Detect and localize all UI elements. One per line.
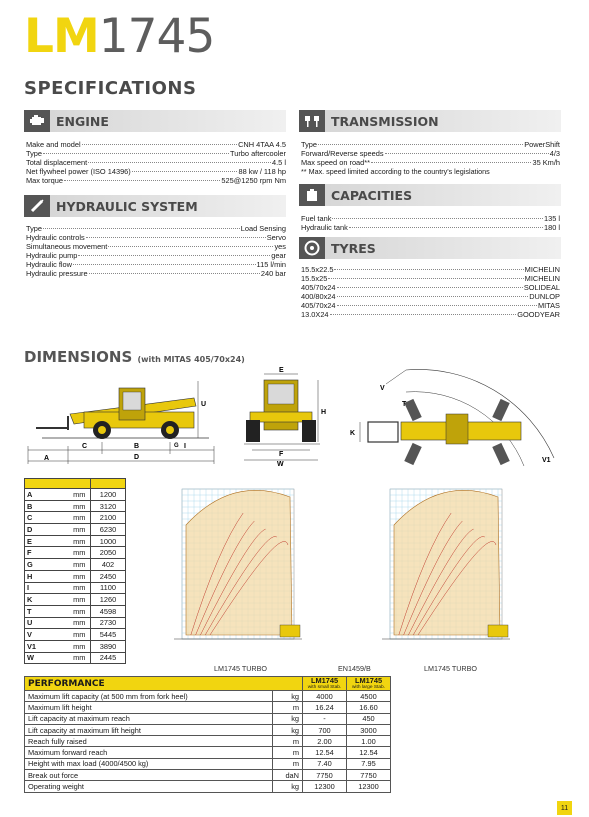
engine-row: Type Turbo aftercooler [26,149,286,159]
capacities-row: Fuel tank 135 l [301,214,560,223]
gearbox-icon [299,110,325,132]
table-row: C mm 2100 [25,512,126,524]
dim-label-v1: V1 [542,457,551,464]
dim-label-i: I [184,443,186,450]
dim-label-d: D [134,454,140,461]
front-view-diagram [234,366,328,466]
table-row: E mm 1000 [25,535,126,547]
chart-caption-left: LM1745 TURBO [214,664,267,673]
table-row: Reach fully raised m 2.00 1.00 [25,736,391,747]
dimensions-table-header [25,479,126,489]
engine-row: Total displacement 4.5 l [26,158,286,168]
hydraulic-cylinder-icon [24,195,50,217]
transmission-row: Type PowerShift [301,140,560,149]
table-row: W mm 2445 [25,652,126,664]
engine-row: Max torque 525@1250 rpm Nm [26,176,286,186]
transmission-row: Max speed on road** 35 Km/h [301,158,560,168]
table-row: Lift capacity at maximum reach kg - 450 [25,713,391,724]
transmission-rows [301,140,560,176]
transmission-row: Forward/Reverse speeds 4/3 [301,149,560,159]
dim-label-h: H [321,409,327,416]
performance-table [24,676,391,793]
dimensions-subtitle: (with MITAS 405/70x24) [137,355,245,364]
dim-label-a: A [44,455,50,462]
page-title [24,10,214,64]
col-large-stab: LM1745 with large Stab. [347,677,391,691]
machine-silhouette [488,625,508,637]
table-row: Operating weight kg 12300 12300 [25,781,391,792]
tyres-section-header [299,237,561,259]
hydraulic-row: Hydraulic pressure 240 bar [26,269,286,279]
dim-label-b: B [134,443,140,450]
speed-note: ** Max. speed limited according to the country's legislations [301,167,490,177]
dim-label-g: G [174,443,179,449]
tyres-row: 405/70x24 SOLIDEAL [301,283,560,293]
engine-section-header [24,110,286,132]
table-row: U mm 2730 [25,617,126,629]
tyres-row: 13.0X24 GOODYEAR [301,310,560,320]
tyres-row: 400/80x24 DUNLOP [301,292,560,302]
tyres-row: 15.5x22.5 MICHELIN [301,265,560,274]
machine-silhouette [280,625,300,637]
hydraulic-title: HYDRAULIC SYSTEM [56,198,198,214]
dim-label-w: W [277,461,284,466]
model-prefix: LM [24,9,99,64]
table-row: G mm 402 [25,559,126,571]
dim-label-f: F [279,451,284,458]
capacities-rows [301,214,560,232]
col-small-stab: LM1745 with small Stab. [303,677,347,691]
hydraulic-row: Type Load Sensing [26,224,286,233]
dim-label-u: U [201,401,207,408]
capacities-section-header [299,184,561,206]
tyres-rows [301,265,560,320]
performance-title: PERFORMANCE [25,677,303,691]
dim-label-t: T [402,401,407,408]
hydraulic-row: Hydraulic pump gear [26,251,286,261]
table-row: D mm 6230 [25,524,126,536]
load-chart-small-stabilisers [172,485,304,657]
table-row: H mm 2450 [25,570,126,582]
table-row: T mm 4598 [25,605,126,617]
capacities-title: CAPACITIES [331,187,413,203]
page-number: 11 [557,801,572,815]
table-row: Maximum lift height m 16.24 16.60 [25,702,391,713]
dim-label-k: K [350,430,356,437]
fuel-tank-icon [299,184,325,206]
model-number: 1745 [98,9,215,64]
engine-icon [24,110,50,132]
load-chart-large-stabilisers [380,485,512,657]
capacities-row: Hydraulic tank 180 l [301,223,560,233]
transmission-section-header [299,110,561,132]
table-row: F mm 2050 [25,547,126,559]
specifications-heading: SPECIFICATIONS [24,78,197,99]
tyres-title: TYRES [331,240,376,256]
table-row: A mm 1200 [25,489,126,501]
hydraulic-section-header [24,195,286,217]
dim-label-e: E [279,367,284,374]
tyres-row: 15.5x25 MICHELIN [301,274,560,284]
chart-caption-standard: EN1459/B [338,664,371,673]
engine-title: ENGINE [56,113,109,129]
dim-label-c: C [82,443,88,450]
table-row: Maximum forward reach m 12.54 12.54 [25,747,391,758]
table-row: V1 mm 3890 [25,640,126,652]
table-row: V mm 5445 [25,629,126,641]
turning-radius-diagram [346,362,561,470]
dimensions-heading: DIMENSIONS (with MITAS 405/70x24) [24,348,245,366]
table-row: Lift capacity at maximum lift height kg 700 3000 [25,724,391,735]
engine-rows [26,140,286,185]
tyres-row: 405/70x24 MITAS [301,301,560,311]
hydraulic-row: Simultaneous movement yes [26,242,286,252]
hydraulic-row: Hydraulic flow 115 l/min [26,260,286,270]
chart-caption-right: LM1745 TURBO [424,664,477,673]
table-row: I mm 1100 [25,582,126,594]
dimensions-table [24,478,126,664]
hydraulic-rows [26,224,286,279]
table-row: K mm 1260 [25,594,126,606]
engine-row: Net flywheel power (ISO 14396) 88 kw / 118 hp [26,167,286,177]
table-row: B mm 3120 [25,500,126,512]
hydraulic-row: Hydraulic controls Servo [26,233,286,243]
tyre-icon [299,237,325,259]
table-row: Height with max load (4000/4500 kg) m 7.40 7.95 [25,758,391,769]
table-row: Break out force daN 7750 7750 [25,770,391,781]
dim-label-v: V [380,385,385,392]
performance-header [25,677,391,691]
table-row: Maximum lift capacity (at 500 mm from fork heel) kg 4000 4500 [25,691,391,702]
engine-row: Make and model CNH 4TAA 4.5 [26,140,286,149]
transmission-title: TRANSMISSION [331,113,439,129]
side-view-diagram [24,366,224,466]
